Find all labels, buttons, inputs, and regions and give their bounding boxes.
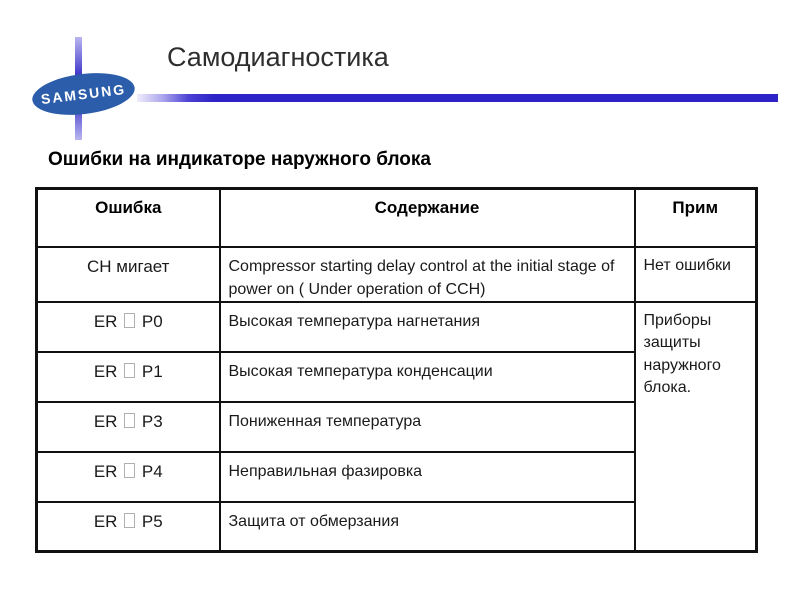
missing-glyph-box xyxy=(124,363,135,378)
missing-glyph-box xyxy=(124,463,135,478)
title-divider-rule xyxy=(137,94,778,102)
error-description-cell: Неправильная фазировка xyxy=(220,452,635,502)
page-title: Самодиагностика xyxy=(167,42,389,72)
table-row xyxy=(37,302,757,352)
error-code-cell: ER P3 xyxy=(37,402,220,452)
note-cell: Приборы защиты наружного блока. xyxy=(635,302,757,552)
error-description-cell: Высокая температура нагнетания xyxy=(220,302,635,352)
error-code-cell: ER P5 xyxy=(37,502,220,552)
note-cell: Нет ошибки xyxy=(635,247,757,302)
error-code-table xyxy=(35,187,758,553)
table-row xyxy=(37,247,757,302)
error-code-cell: ER P0 xyxy=(37,302,220,352)
column-header-2: Прим xyxy=(635,189,757,247)
column-header-0: Ошибка xyxy=(37,189,220,247)
section-subtitle: Ошибки на индикаторе наружного блока xyxy=(48,149,431,170)
error-description-cell: Пониженная температура xyxy=(220,402,635,452)
samsung-logo-text: SAMSUNG xyxy=(40,80,127,108)
error-code-cell: CH мигает xyxy=(37,247,220,302)
samsung-logo xyxy=(30,68,137,120)
missing-glyph-box xyxy=(124,413,135,428)
table-header xyxy=(37,189,757,247)
error-description-cell: Compressor starting delay control at the initial stage of power on ( Under operation of CCH) xyxy=(220,247,635,302)
error-code-cell: ER P1 xyxy=(37,352,220,402)
column-header-1: Содержание xyxy=(220,189,635,247)
missing-glyph-box xyxy=(124,313,135,328)
table-header-row xyxy=(37,189,757,247)
error-description-cell: Защита от обмерзания xyxy=(220,502,635,552)
table-body xyxy=(37,247,757,552)
error-description-cell: Высокая температура конденсации xyxy=(220,352,635,402)
missing-glyph-box xyxy=(124,513,135,528)
error-code-cell: ER P4 xyxy=(37,452,220,502)
